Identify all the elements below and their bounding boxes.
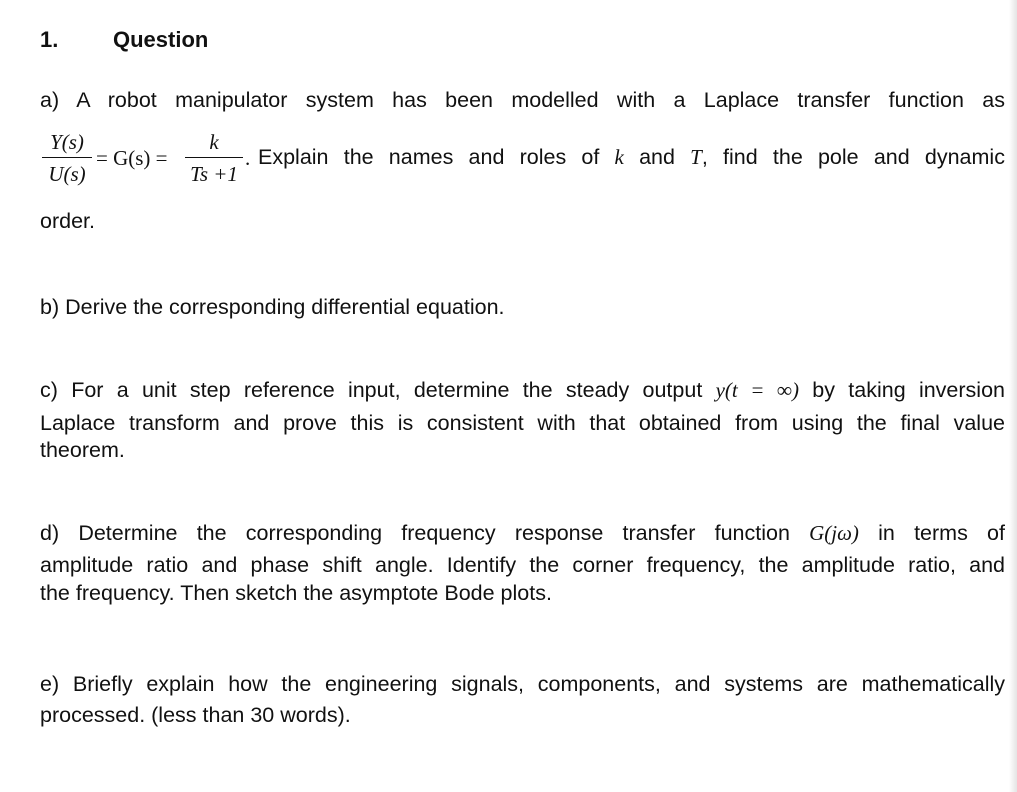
frequency-response-expression: G(jω) bbox=[809, 521, 859, 545]
explain-text-1: Explain the names and roles of bbox=[258, 145, 600, 169]
page-edge-shadow bbox=[1009, 0, 1017, 792]
explain-text-2: , find the pole and dynamic bbox=[701, 145, 1005, 169]
rhs-denominator: Ts +1 bbox=[190, 162, 238, 186]
part-c-text-a: c) For a unit step reference input, determine the steady output bbox=[40, 378, 703, 402]
part-c-line-2: Laplace transform and prove this is consistent with that obtained from using the final value bbox=[40, 411, 1005, 435]
rhs-fraction-bar bbox=[185, 157, 243, 158]
equation-middle: = G(s) = bbox=[96, 146, 168, 170]
part-d-text-b: in terms of bbox=[878, 521, 1005, 545]
transfer-function-equation bbox=[40, 130, 1005, 192]
part-a-line-1: a) A robot manipulator system has been modelled with a Laplace transfer function as bbox=[40, 88, 1005, 112]
part-b-text: b) Derive the corresponding differential equation. bbox=[40, 295, 505, 319]
question-title: Question bbox=[113, 27, 209, 52]
explain-and: and bbox=[639, 145, 675, 169]
var-T: T bbox=[690, 145, 702, 169]
part-d-text-a: d) Determine the corresponding frequency response transfer function bbox=[40, 521, 790, 545]
lhs-fraction bbox=[42, 130, 92, 187]
part-c-line-1 bbox=[40, 377, 1005, 404]
part-d-line-1 bbox=[40, 520, 1005, 547]
part-e-line-2: processed. (less than 30 words). bbox=[40, 703, 351, 727]
rhs-numerator: k bbox=[209, 130, 219, 154]
steady-output-expression: y(t = ∞) bbox=[715, 378, 799, 402]
var-k: k bbox=[614, 145, 624, 169]
part-d-line-3: the frequency. Then sketch the asymptote Bode plots. bbox=[40, 581, 552, 605]
part-a-line-3: order. bbox=[40, 209, 95, 233]
part-c-text-b: by taking inversion bbox=[812, 378, 1005, 402]
question-number: 1. bbox=[40, 27, 59, 52]
part-a-line-2 bbox=[258, 144, 1005, 171]
rhs-fraction bbox=[185, 130, 243, 187]
part-c-line-3: theorem. bbox=[40, 438, 125, 462]
lhs-denominator: U(s) bbox=[48, 162, 86, 186]
equation-period: . bbox=[245, 146, 251, 170]
lhs-fraction-bar bbox=[42, 157, 92, 158]
lhs-numerator: Y(s) bbox=[50, 130, 84, 154]
part-e-line-1: e) Briefly explain how the engineering signals, components, and systems are mathematically bbox=[40, 672, 1005, 696]
part-d-line-2: amplitude ratio and phase shift angle. Identify the corner frequency, the amplitude ratio, and bbox=[40, 553, 1005, 577]
